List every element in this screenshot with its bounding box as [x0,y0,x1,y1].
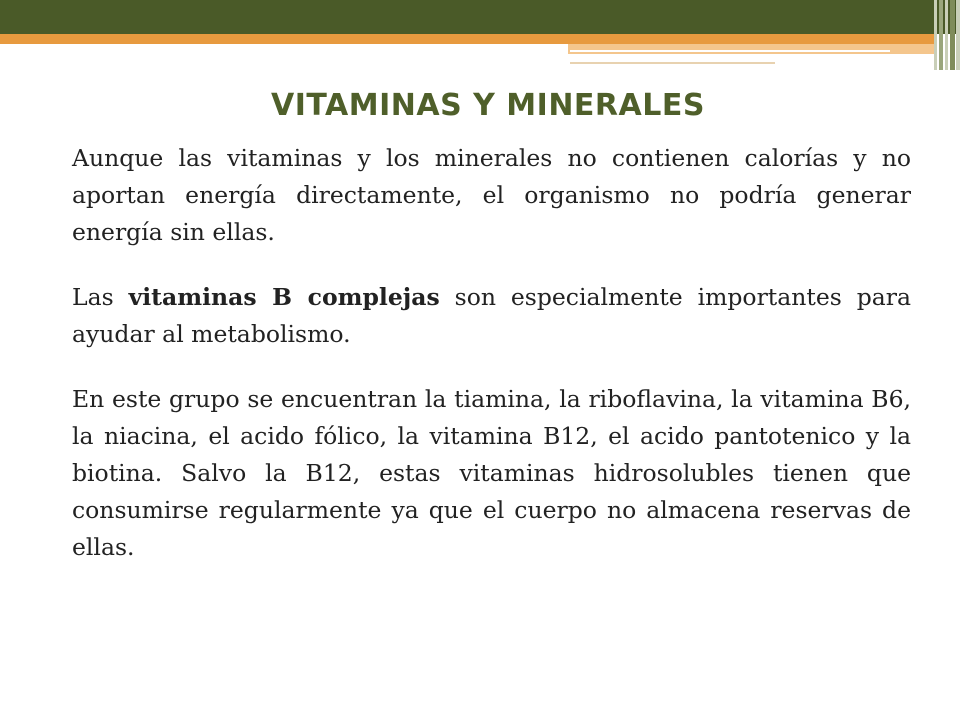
decorative-line [570,50,890,52]
paragraph-text: son especialmente importantes para ayudar al metabolismo. [72,283,911,348]
accent-stripe [0,34,935,44]
paragraph-text: Las [72,283,129,311]
highlight-term: vitaminas B complejas [128,283,440,311]
decorative-bar [934,0,937,70]
decorative-bar [945,0,948,70]
decorative-bar [956,0,960,70]
paragraph-intro: Aunque las vitaminas y los minerales no contienen calorías y no aportan energía directamente, el organismo no podría generar energía sin ellas. [72,144,911,246]
slide-title: VITAMINAS Y MINERALES [271,88,705,123]
paragraph-group: En este grupo se encuentran la tiamina, la riboflavina, la vitamina B6, la niacina, el acido fólico, la vitamina B12, el acido pantotenico y la biotina. Salvo la B12, estas vitaminas hidrosolubles tienen que consumirse regularmente ya que el cuerpo no almacena reservas de ellas. [72,385,911,561]
decorative-side-bars [934,0,960,70]
decorative-bar [939,0,943,70]
top-banner [0,0,960,34]
decorative-line [570,62,775,64]
accent-stripe-light [568,44,935,54]
decorative-bar [950,0,955,70]
paragraph-b-complex [72,279,911,353]
slide-body [72,140,911,594]
